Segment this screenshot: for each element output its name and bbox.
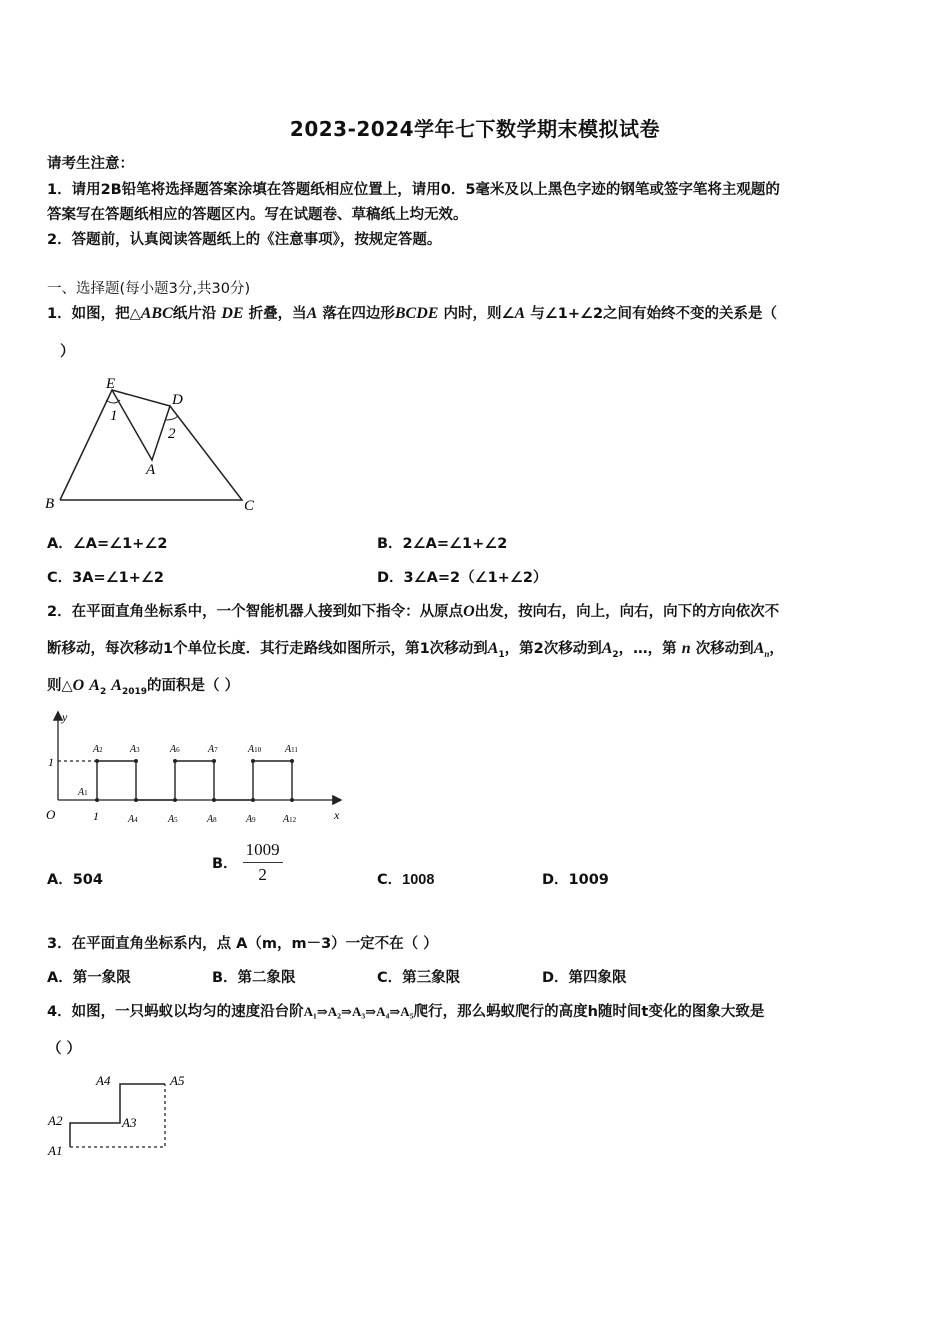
- label-a12: A12: [283, 814, 297, 825]
- label-stair-a2: A2: [48, 1113, 63, 1128]
- notice-line-1b: 答案写在答题纸相应的答题区内。写在试题卷、草稿纸上均无效。: [47, 207, 468, 223]
- question-4-stairs-figure: [40, 1065, 200, 1165]
- stairs-dashed-base: [70, 1084, 165, 1147]
- robot-path: [97, 761, 292, 800]
- label-angle-2: 2: [168, 426, 176, 442]
- x-tick-1: 1: [93, 809, 99, 823]
- q1-option-d[interactable]: D．3∠A=2（∠1+∠2）: [377, 570, 548, 586]
- stairs-path: [70, 1084, 165, 1147]
- label-e: E: [106, 376, 116, 392]
- q1-option-a[interactable]: A．∠A=∠1+∠2: [47, 536, 168, 552]
- q2-option-a[interactable]: A．504: [47, 872, 103, 888]
- angle-2-arc: [166, 416, 178, 420]
- q1-option-c[interactable]: C．3A=∠1+∠2: [47, 570, 164, 586]
- notice-line-2: 2．答题前，认真阅读答题纸上的《注意事项》，按规定答题。: [47, 232, 442, 248]
- label-a2: A2: [93, 744, 103, 755]
- x-axis-label: x: [334, 808, 340, 822]
- fold-line-de: [112, 390, 170, 406]
- y-axis-label: y: [62, 710, 68, 724]
- label-a6: A6: [170, 744, 180, 755]
- label-stair-a1: A1: [48, 1143, 63, 1158]
- label-stair-a3: A3: [122, 1115, 137, 1130]
- q3-option-d[interactable]: D．第四象限: [542, 970, 627, 986]
- folded-triangle-outline: [60, 390, 242, 500]
- question-4-stem: 4．如图，一只蚂蚁以均匀的速度沿台阶A₁⇒A₂⇒A₃⇒A₄⇒A₅爬行，那么蚂蚁爬行的高度h随时间t变化的图象大致是: [47, 1004, 765, 1020]
- section-heading: 一、选择题(每小题3分,共30分): [47, 281, 251, 297]
- label-a1: A1: [78, 787, 88, 798]
- label-a11: A11: [285, 744, 298, 755]
- q2-option-c[interactable]: C．1008: [377, 872, 435, 888]
- label-c: C: [244, 498, 255, 514]
- q2-option-b[interactable]: B． $\frac{1009}{2}$: [212, 840, 283, 885]
- label-stair-a4: A4: [96, 1073, 111, 1088]
- label-a5: A5: [168, 814, 178, 825]
- label-b: B: [45, 496, 55, 512]
- question-2-coordinate-figure: [40, 705, 350, 830]
- question-1-figure: [40, 370, 270, 520]
- point-labels: [77, 744, 298, 825]
- label-a3: A3: [130, 744, 140, 755]
- origin-label: O: [46, 807, 56, 822]
- fraction-1009-over-2: $\frac{1009}{2}$: [243, 840, 283, 885]
- label-a8: A8: [207, 814, 217, 825]
- exam-title: 2023-2024学年七下数学期末模拟试卷: [289, 117, 661, 141]
- label-stair-a5: A5: [170, 1073, 185, 1088]
- q3-option-b[interactable]: B．第二象限: [212, 970, 296, 986]
- q1-option-b[interactable]: B．2∠A=∠1+∠2: [377, 536, 508, 552]
- label-angle-1: 1: [110, 408, 118, 424]
- question-1-close-paren: ）: [60, 344, 75, 360]
- q3-option-c[interactable]: C．第三象限: [377, 970, 461, 986]
- label-a9: A9: [246, 814, 256, 825]
- question-2-line-3: 则△O $A_2$ $A_{2019}$的面积是（ ）: [47, 677, 240, 697]
- label-d: D: [172, 392, 183, 408]
- label-a4: A4: [128, 814, 138, 825]
- path-points: [95, 759, 294, 802]
- question-2-line-2: 断移动，每次移动1个单位长度．其行走路线如图所示，第1次移动到$A_1$，第2次移动到$A_2$，…，第 n 次移动到$A_n$，: [47, 640, 784, 660]
- question-2-line-1: 2．在平面直角坐标系中，一个智能机器人接到如下指令：从原点O出发，按向右，向上，向右，向下的方向依次不: [47, 603, 780, 620]
- question-4-paren: （ ）: [47, 1041, 82, 1057]
- notice-header: 请考生注意：: [47, 156, 134, 172]
- question-1-stem: 1．如图，把△ABC纸片沿 DE 折叠，当A 落在四边形BCDE 内时，则∠A 与∠1+∠2之间有始终不变的关系是（: [47, 305, 778, 322]
- y-tick-1: 1: [48, 755, 54, 769]
- label-a10: A10: [248, 744, 262, 755]
- label-a7: A7: [208, 744, 218, 755]
- label-a: A: [146, 462, 156, 478]
- q2-option-d[interactable]: D．1009: [542, 872, 609, 888]
- notice-line-1a: 1．请用2B铅笔将选择题答案涂填在答题纸相应位置上，请用0．5毫米及以上黑色字迹的钢笔或签字笔将主观题的: [47, 182, 780, 198]
- q3-option-a[interactable]: A．第一象限: [47, 970, 131, 986]
- question-3-stem: 3．在平面直角坐标系内，点 A（m，m－3）一定不在（ ）: [47, 936, 438, 952]
